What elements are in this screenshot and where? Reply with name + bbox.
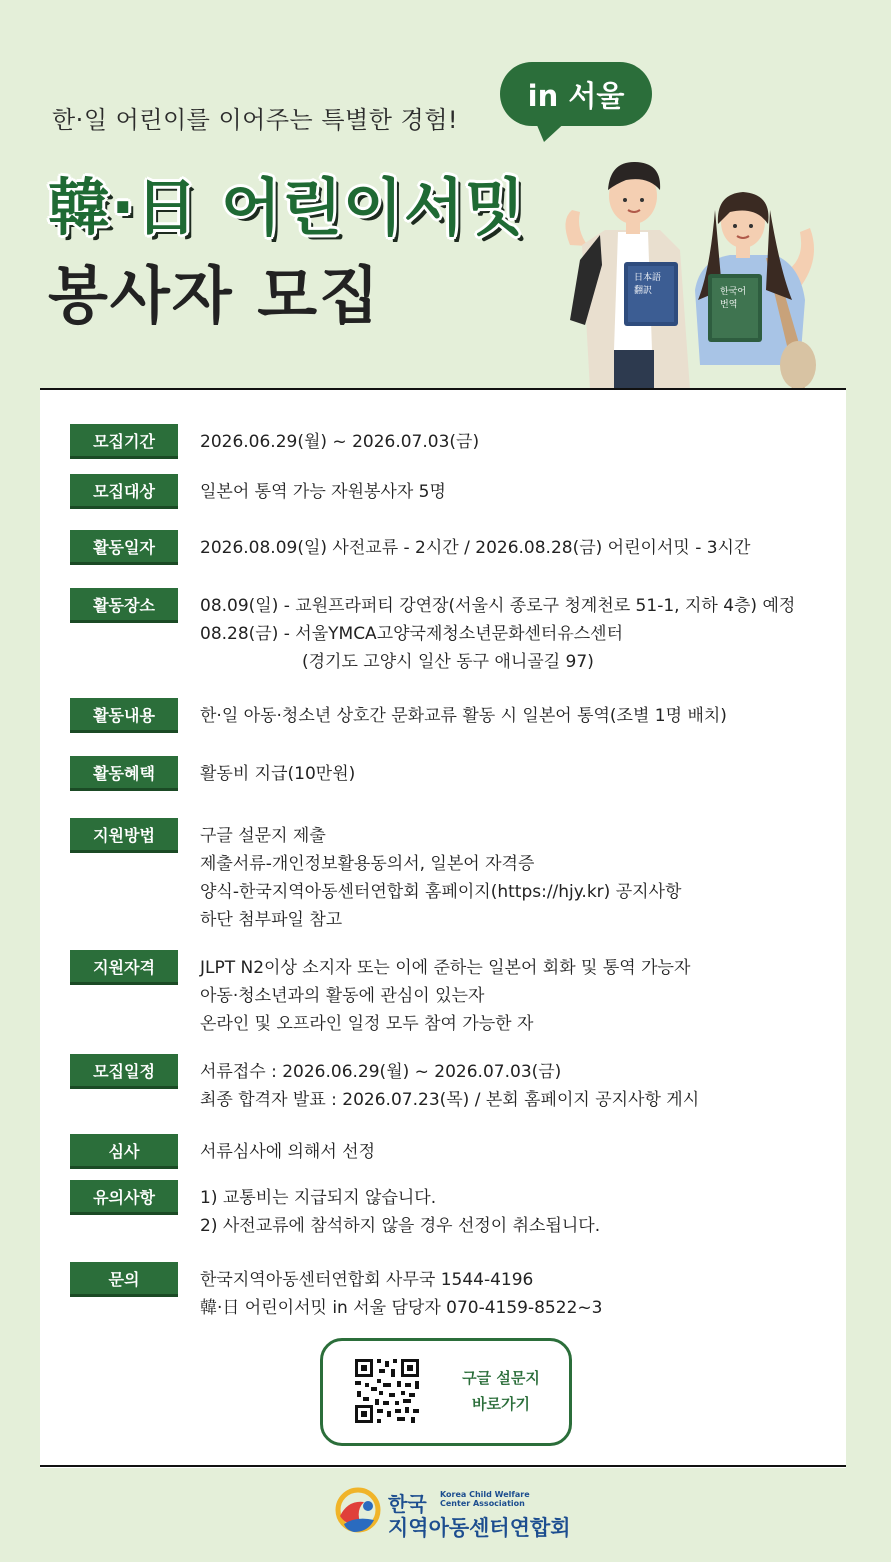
bubble-tail <box>534 118 570 142</box>
location-bubble: in 서울 <box>500 62 652 126</box>
row-content: JLPT N2이상 소지자 또는 이에 준하는 일본어 회화 및 통역 가능자 아동·청소년과의 활동에 관심이 있는자 온라인 및 오프라인 일정 모두 참여 가능한 자 <box>200 958 691 1034</box>
footer-divider <box>40 1465 846 1467</box>
row-label: 문의 <box>70 1262 178 1297</box>
row-label: 지원방법 <box>70 818 178 853</box>
google-form-link[interactable] <box>320 1338 572 1446</box>
row-content: 1) 교통비는 지급되지 않습니다. 2) 사전교류에 참석하지 않을 경우 선정이 취소됩니다. <box>200 1188 601 1236</box>
row-label: 지원자격 <box>70 950 178 985</box>
row-content: 구글 설문지 제출 제출서류-개인정보활용동의서, 일본어 자격증 양식-한국지역아동센터연합회 홈페이지(https://hjy.kr) 공지사항 하단 첨부파일 참고 <box>200 826 682 930</box>
title-line1: 韓·日 어린이서밋 <box>48 171 526 244</box>
row-content: 한·일 아동·청소년 상호간 문화교류 활동 시 일본어 통역(조별 1명 배치) <box>200 706 727 726</box>
row-label: 활동일자 <box>70 530 178 565</box>
logo-emblem-icon <box>334 1486 382 1536</box>
row-label: 활동장소 <box>70 588 178 623</box>
row-label: 모집기간 <box>70 424 178 459</box>
row-label: 활동내용 <box>70 698 178 733</box>
title-line2: 봉사자 모집 <box>48 259 382 332</box>
row-label: 활동혜택 <box>70 756 178 791</box>
row-label: 유의사항 <box>70 1180 178 1215</box>
logo-text-korea: 한국 <box>388 1492 427 1516</box>
row-content: 서류접수 : 2026.06.29(월) ~ 2026.07.03(금) 최종 합격자 발표 : 2026.07.23(목) / 본회 홈페이지 공지사항 게시 <box>200 1062 700 1110</box>
row-content: 일본어 통역 가능 자원봉사자 5명 <box>200 482 446 502</box>
row-content: 한국지역아동센터연합회 사무국 1544-4196 韓·日 어린이서밋 in 서울 담당자 070-4159-8522~3 <box>200 1270 603 1318</box>
volunteers-illustration <box>530 150 830 390</box>
logo-text-association: 지역아동센터연합회 <box>388 1516 571 1540</box>
subtitle: 한·일 어린이를 이어주는 특별한 경험! <box>52 106 459 134</box>
svg-text:번역: 번역 <box>720 300 738 310</box>
info-panel <box>40 388 846 1468</box>
row-label: 모집일정 <box>70 1054 178 1089</box>
qr-caption: 구글 설문지 바로가기 <box>462 1369 540 1413</box>
row-content: 2026.06.29(월) ~ 2026.07.03(금) <box>200 432 480 452</box>
qr-code-icon <box>353 1357 421 1425</box>
header <box>0 0 891 390</box>
row-content: 활동비 지급(10만원) <box>200 764 356 784</box>
svg-text:日本語: 日本語 <box>634 273 662 283</box>
svg-text:翻訳: 翻訳 <box>634 286 653 296</box>
row-label: 모집대상 <box>70 474 178 509</box>
svg-text:한국어: 한국어 <box>720 287 747 297</box>
row-label: 심사 <box>70 1134 178 1169</box>
row-content: 08.09(일) - 교원프라퍼티 강연장(서울시 종로구 청계천로 51-1, 지하 4층) 예정 08.28(금) - 서울YMCA고양국제청소년문화센터유스센터 (경기도 고양시 일산 동구 애니골길 97) <box>200 596 796 672</box>
organization-logo <box>334 1484 574 1540</box>
row-content: 2026.08.09(일) 사전교류 - 2시간 / 2026.08.28(금) 어린이서밋 - 3시간 <box>200 538 751 558</box>
row-content: 서류심사에 의해서 선정 <box>200 1142 376 1162</box>
logo-text-english: Korea Child Welfare Center Association <box>440 1490 530 1508</box>
woman-figure <box>695 192 816 390</box>
man-figure <box>565 162 690 390</box>
